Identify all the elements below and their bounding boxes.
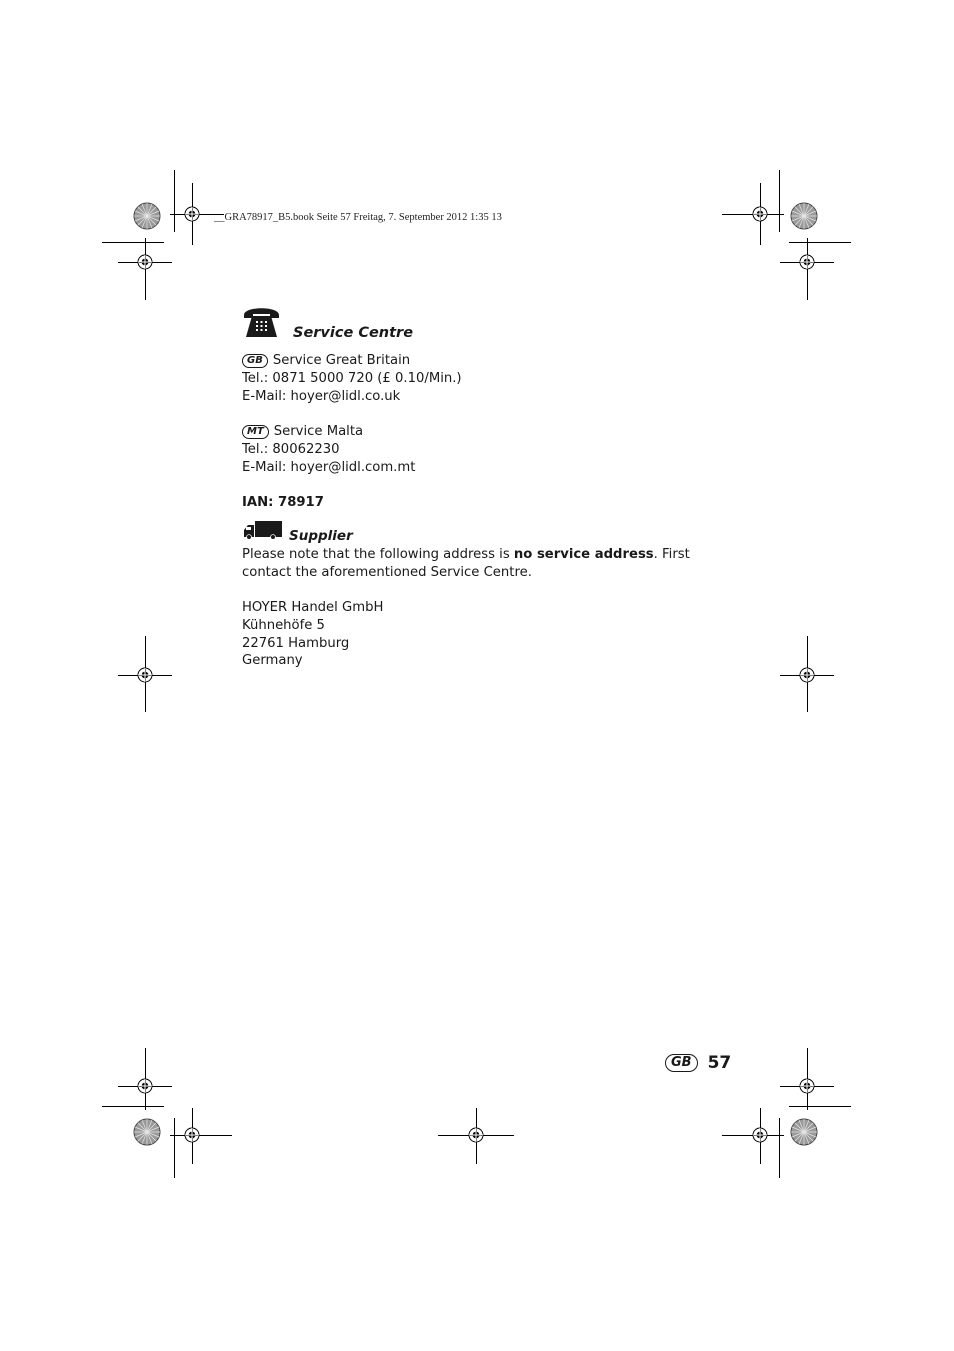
service-gb-name-row bbox=[242, 352, 742, 370]
page-footer bbox=[665, 1053, 731, 1073]
gb-language-badge: GB bbox=[665, 1054, 698, 1072]
supplier-address-line: 22761 Hamburg bbox=[242, 635, 350, 651]
service-mt-name: Service Malta bbox=[273, 423, 364, 439]
supplier-header bbox=[242, 524, 742, 546]
print-slug: __GRA78917_B5.book Seite 57 Freitag, 7. September 2012 1:35 13 bbox=[214, 212, 502, 223]
telephone-icon bbox=[242, 304, 281, 344]
supplier-heading: Supplier bbox=[289, 527, 353, 544]
service-mt-email: E-Mail: hoyer@lidl.com.mt bbox=[242, 459, 416, 475]
supplier-note-text: Please note that the following address is bbox=[242, 546, 514, 562]
service-centre-header bbox=[242, 308, 742, 344]
ian-number: IAN: 78917 bbox=[242, 494, 324, 510]
supplier-note bbox=[242, 546, 742, 582]
service-gb-email: E-Mail: hoyer@lidl.co.uk bbox=[242, 388, 401, 404]
service-centre-heading: Service Centre bbox=[293, 325, 414, 342]
service-mt-tel: Tel.: 80062230 bbox=[242, 441, 340, 457]
page-number: 57 bbox=[707, 1053, 732, 1073]
delivery-truck-icon bbox=[242, 520, 283, 546]
supplier-address-line: Germany bbox=[242, 653, 303, 669]
supplier-address-line: HOYER Handel GmbH bbox=[242, 599, 384, 615]
page-content bbox=[242, 308, 742, 670]
gb-country-badge: GB bbox=[242, 354, 268, 368]
service-gb-name: Service Great Britain bbox=[272, 353, 411, 368]
service-mt-name-row bbox=[242, 423, 742, 441]
service-gb-tel: Tel.: 0871 5000 720 (£ 0.10/Min.) bbox=[242, 370, 462, 386]
mt-country-badge: MT bbox=[242, 425, 269, 439]
supplier-note-text-end: . First contact the aforementioned Service Centre. bbox=[242, 546, 690, 580]
supplier-note-emphasis: no service address bbox=[513, 546, 654, 562]
supplier-address-line: Kühnehöfe 5 bbox=[242, 617, 325, 633]
